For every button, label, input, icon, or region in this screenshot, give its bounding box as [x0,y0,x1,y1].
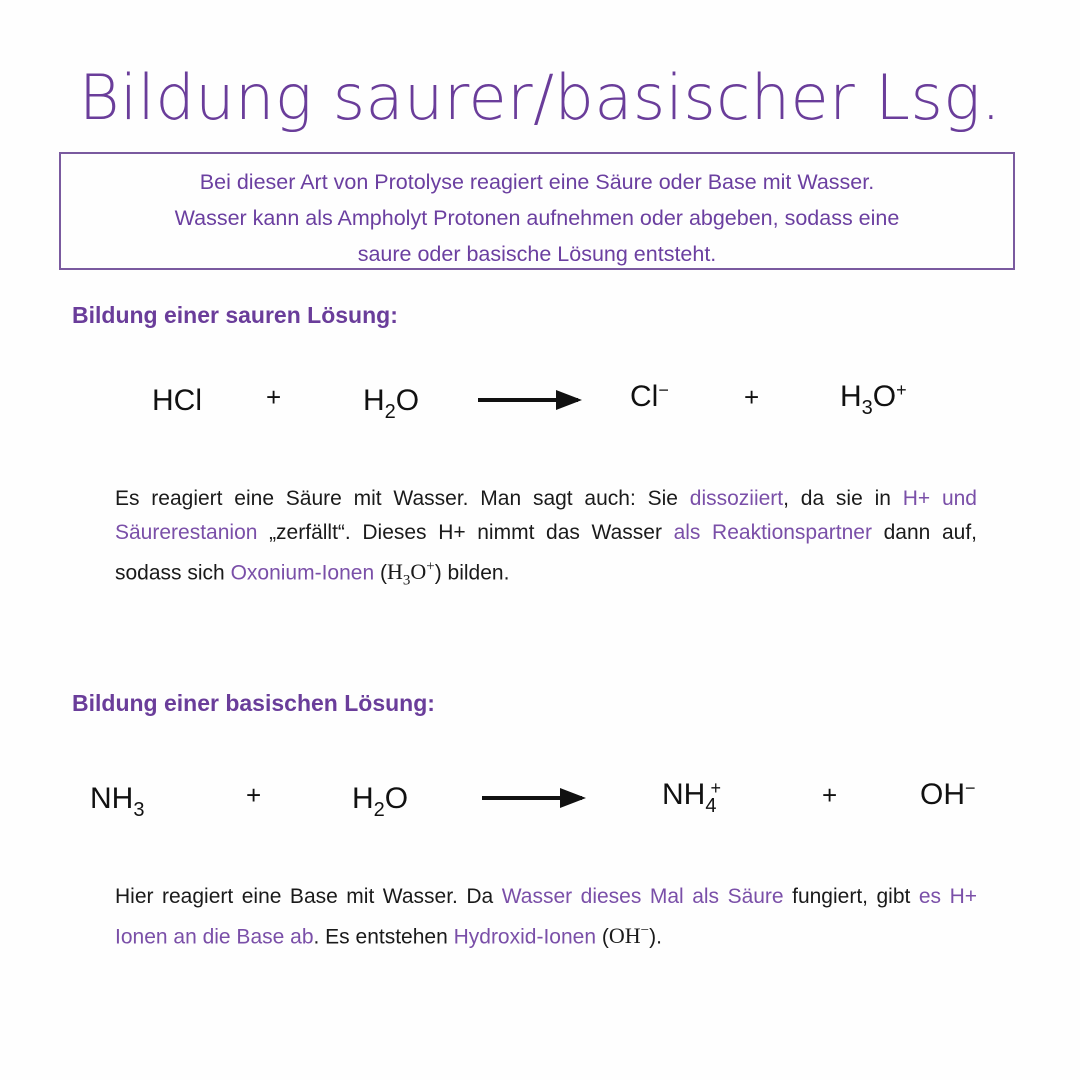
highlight-term: als Reaktionspartner [673,521,872,544]
highlight-term: Wasser dieses Mal als Säure [501,885,784,908]
highlight-term: Hydroxid-Ionen [453,925,596,949]
hydroxide-formula: OH− [608,923,650,949]
highlight-term: H+ und Säurerestanion [115,487,977,544]
highlight-term: es H+ Ionen an die Base ab [115,885,977,949]
acid-equation [0,380,1080,430]
plus-sign: + [744,382,760,412]
plus-sign: + [266,382,282,412]
page-title: Bildung saurer/basischer Lsg. [78,61,1002,134]
oxonium-formula: $H_3O^+$ [386,559,435,589]
base-explanation: Hier reagiert eine Base mit Wasser. Da Wasser dieses Mal als Säure fungiert, gibt es H+ Ionen an die Base ab. Es entstehen Hydroxid-Ionen (OH−). [115,885,977,949]
reactant-water: $H_2O$ [363,384,420,423]
reaction-arrow-icon [482,796,582,800]
intro-line: saure oder basische Lösung entsteht. [357,242,717,266]
acid-explanation: Es reagiert eine Säure mit Wasser. Man sagt auch: Sie dissoziiert, da sie in H+ und Säurerestanion „zerfällt“. Dieses H+ nimmt das Wasser als Reaktionspartner dann auf, sodass sich Oxonium-Ionen $(H_3O^+)$ bilden. [115,487,977,589]
plus-sign: + [822,780,838,810]
intro-line: Wasser kann als Ampholyt Protonen aufnehmen oder abgeben, sodass eine [174,206,900,230]
reactant-ammonia: $NH_3$ [90,782,145,821]
reaction-arrow-icon [478,398,578,402]
reactant-water: $H_2O$ [352,782,409,821]
plus-sign: + [246,780,262,810]
highlight-term: dissoziiert [689,487,784,510]
product-chloride: Cl− [630,380,669,413]
base-equation [0,778,1080,828]
acid-section-heading: Bildung einer sauren Lösung: [72,302,398,328]
product-ammonium: $NH_4^+$ [662,778,721,817]
base-section-heading: Bildung einer basischen Lösung: [72,690,435,716]
product-hydroxide: OH− [920,778,976,811]
intro-line: Bei dieser Art von Protolyse reagiert eine Säure oder Base mit Wasser. [199,170,875,194]
highlight-term: Oxonium-Ionen [230,561,375,585]
intro-box [59,152,1015,270]
product-oxonium: $H_3O^+$ [840,380,907,419]
reactant-hcl: HCl [152,384,202,417]
